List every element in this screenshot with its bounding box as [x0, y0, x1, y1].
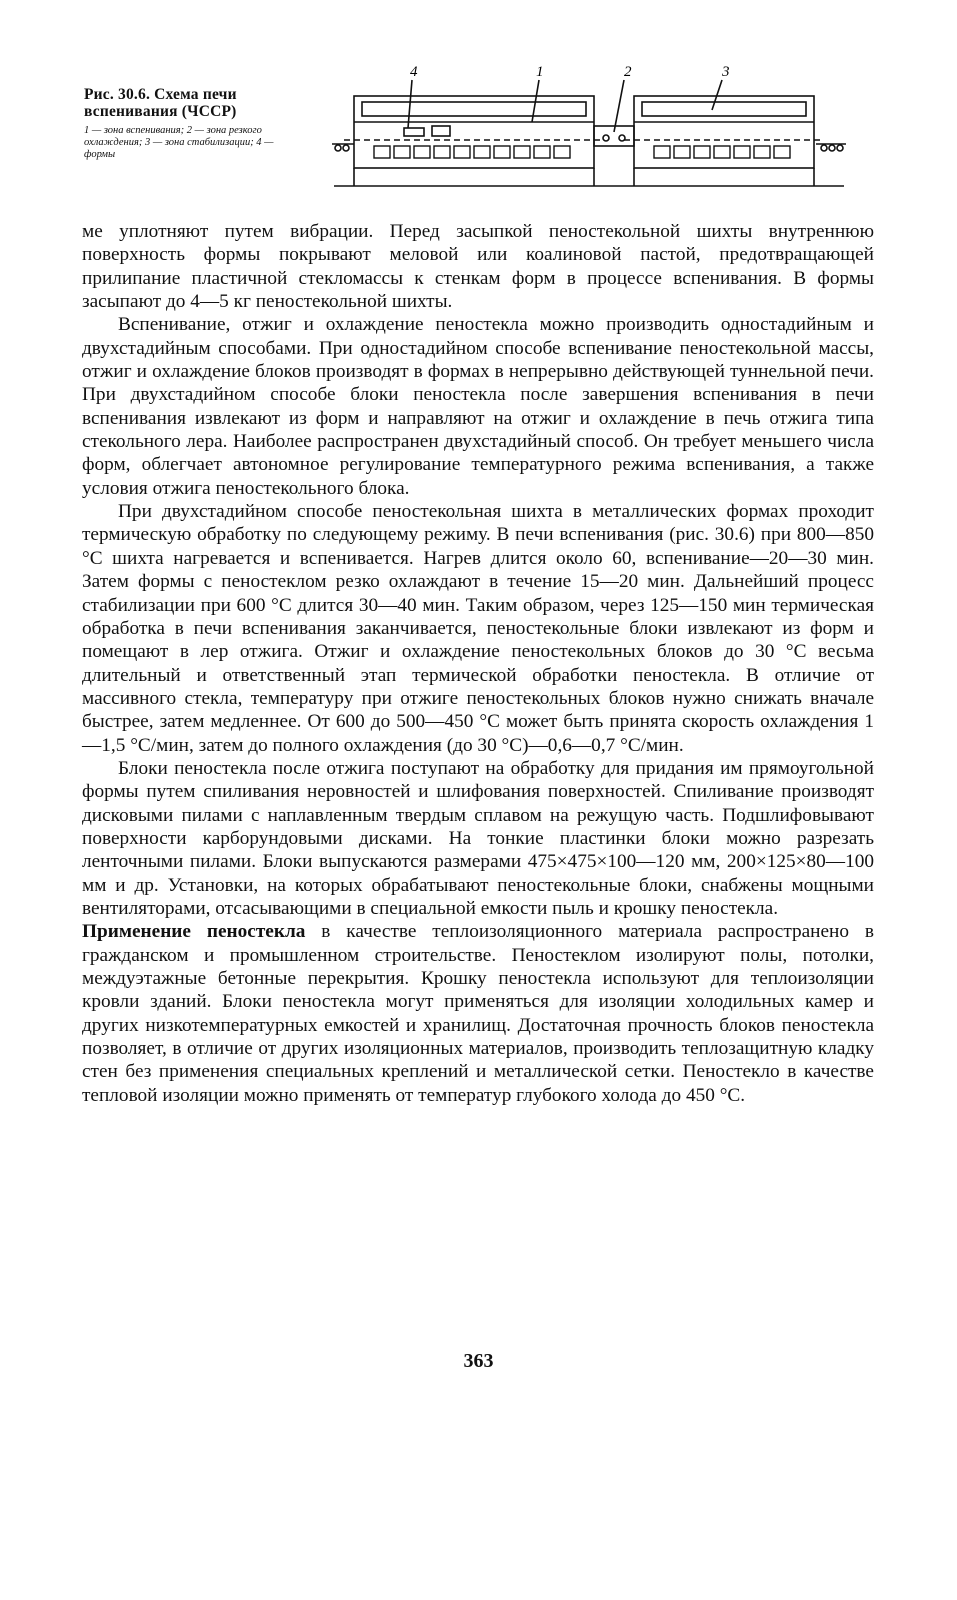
callout-2: 2 [624, 64, 632, 80]
furnace-diagram [324, 60, 864, 190]
callout-1: 1 [536, 64, 544, 80]
callout-3: 3 [722, 64, 730, 80]
page-number: 363 [463, 1350, 494, 1372]
figure [84, 60, 874, 200]
run-in-heading: Применение пеностекла [82, 921, 306, 943]
paragraph-5 [82, 920, 874, 1107]
figure-legend: 1 — зона вспенивания; 2 — зона резкого охлаждения; 3 — зона стабилизации; 4 — формы [84, 125, 274, 160]
paragraph-3: При двухстадийном способе пеностекольная шихта в металлических формах проходит термическую обработку по следующему режиму. В печи вспенивания (рис. 30.6) при 800—850 °С шихта нагревается и вспенивается. Нагрев длится около 60, вспенивание—20—30 мин. Затем формы с пеностеклом резко охлаждают в течение 15—20 мин. Дальнейший процесс стабилизации при 600 °С длится 30—40 мин. Таким образом, через 125—150 мин термическая обработка в печи вспенивания заканчивается, пеностекольные блоки извлекают из форм и помещают в лер отжига. Отжиг и охлаждение пеностекольных блоков до 30 °С весьма длительный и ответственный этап термической обработки пеностекла. В отличие от массивного стекла, температуру при отжиге пеностекольных блоков нужно снижать вначале быстрее, затем медленнее. От 600 до 500—450 °С может быть принята скорость охлаждения 1—1,5 °С/мин, затем до полного охлаждения (до 30 °С)—0,6—0,7 °С/мин. [82, 501, 874, 756]
paragraph-1: ме уплотняют путем вибрации. Перед засыпкой пеностекольной шихты внутреннюю поверхность формы покрывают меловой или коалиновой пастой, предотвращающей прилипание пластичной стекломассы к стенкам форм в процессе вспенивания. В формы засыпают до 4—5 кг пеностекольной шихты. [82, 221, 874, 313]
callout-4: 4 [410, 64, 418, 80]
paragraph-4: Блоки пеностекла после отжига поступают на обработку для придания им прямоугольной формы путем спиливания неровностей и шлифования поверхностей. Спиливание производят дисковыми пилами с наплавленным твердым сплавом на режущую часть. Подшлифовывают поверхности карборундовыми дисками. На тонкие пластинки блоки можно разрезать ленточными пилами. Блоки выпускаются размерами 475×475×100—120 мм, 200×125×80—100 мм и др. Установки, на которых обрабатывают пеностекольные блоки, снабжены мощными вентиляторами, отсасывающими в специальной емкости пыль и крошку пеностекла. [82, 757, 874, 919]
figure-title: Рис. 30.6. Схема печи вспенивания (ЧССР) [84, 86, 237, 120]
body-text [82, 220, 874, 1107]
figure-caption [84, 86, 294, 161]
paragraph-5-text: в качестве теплоизоляционного материала распространено в гражданском и промышленном строительстве. Пеностеклом изолируют полы, потолки, междуэтажные бетонные перекрытия. Крошку пеностекла используют для теплоизоляции кровли зданий. Блоки пеностекла могут применяться для изоляции холодильных камер и других низкотемпературных емкостей и хранилищ. Достаточная прочность блоков пеностекла позволяет, в отличие от других изоляционных материалов, производить теплозащитную кладку стен без применения специальных креплений и металлической сетки. Пеностекло в качестве тепловой изоляции можно применять от температур глубокого холода до 450 °С. [82, 921, 874, 1106]
paragraph-2: Вспенивание, отжиг и охлаждение пеностекла можно производить одностадийным и двухстадийным способами. При одностадийном способе вспенивание пеностекольной массы, отжиг и охлаждение блоков производят в формах в непрерывно действующей туннельной печи. При двухстадийном способе блоки пеностекла после завершения вспенивания в печи вспенивания извлекают из форм и направляют на отжиг и охлаждение в печь отжига типа стекольного лера. Наиболее распространен двухстадийный способ. Он требует меньшего числа форм, облегчает автономное регулирование температурного режима вспенивания, а также условия отжига пеностекольного блока. [82, 314, 874, 499]
